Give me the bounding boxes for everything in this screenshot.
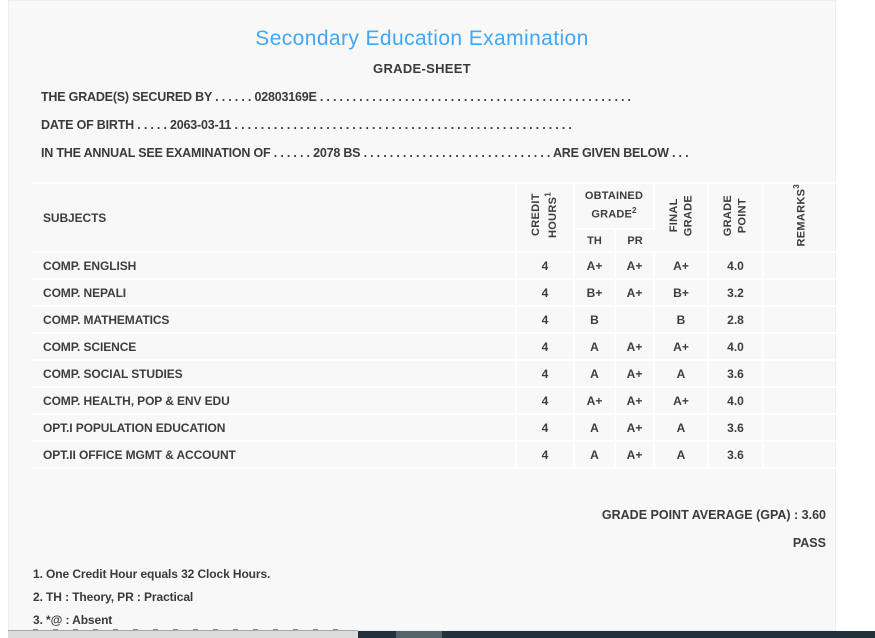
- grades-table: [31, 182, 837, 469]
- grade-sheet-panel: [8, 0, 836, 631]
- practical-grade-cell: A+: [615, 360, 654, 387]
- table-row: [31, 306, 837, 333]
- credit-hours-header-line2: HOURS: [547, 196, 560, 239]
- final-grade-header-line1: FINAL: [667, 198, 680, 233]
- remarks-footnote-ref: 3: [792, 184, 802, 189]
- taskbar[interactable]: [358, 631, 875, 638]
- date-of-birth-value: 2063-03-11: [170, 118, 232, 132]
- table-header-row: [31, 183, 837, 229]
- grade-point-header-line1: GRADE: [722, 194, 735, 236]
- dot-leader: . . . . . . . . . . . . . . . . . . . . . . . . . . . . .: [360, 146, 553, 160]
- subject-cell: COMP. ENGLISH: [31, 252, 516, 279]
- grade-point-cell: 3.6: [708, 441, 763, 468]
- subject-cell: COMP. SCIENCE: [31, 333, 516, 360]
- exam-year-value: 2078 BS: [313, 146, 361, 160]
- remarks-cell: [763, 387, 837, 414]
- credit-hours-header-line1: CREDIT: [530, 193, 543, 237]
- theory-grade-cell: A: [574, 414, 615, 441]
- footnotes: [33, 567, 270, 636]
- date-of-birth-label: DATE OF BIRTH: [41, 118, 134, 132]
- page-subtitle: GRADE-SHEET: [373, 61, 471, 76]
- grade-point-header-line2: POINT: [736, 197, 749, 233]
- practical-grade-cell: A+: [615, 441, 654, 468]
- result-status: PASS: [792, 536, 826, 550]
- footnote-2: 2. TH : Theory, PR : Practical: [33, 590, 194, 604]
- table-row: [31, 360, 837, 387]
- credit-hours-header: [516, 183, 574, 252]
- credit-cell: 4: [516, 306, 574, 333]
- horizontal-scrollbar[interactable]: [8, 630, 358, 638]
- final-grade-cell: A: [654, 441, 708, 468]
- theory-grade-cell: A: [574, 333, 615, 360]
- credit-cell: 4: [516, 441, 574, 468]
- exam-year-line: [41, 146, 765, 162]
- theory-grade-cell: B: [574, 306, 615, 333]
- grade-point-cell: 3.6: [708, 360, 763, 387]
- remarks-cell: [763, 360, 837, 387]
- remarks-cell: [763, 306, 837, 333]
- candidate-id-label: THE GRADE(S) SECURED BY: [41, 90, 212, 104]
- page-title: Secondary Education Examination: [255, 27, 589, 50]
- theory-grade-cell: A+: [574, 387, 615, 414]
- subject-cell: OPT.I POPULATION EDUCATION: [31, 414, 516, 441]
- remarks-cell: [763, 333, 837, 360]
- credit-cell: 4: [516, 279, 574, 306]
- footnote-3: 3. *@ : Absent: [33, 613, 113, 627]
- table-row: [31, 414, 837, 441]
- subject-cell: OPT.II OFFICE MGMT & ACCOUNT: [31, 441, 516, 468]
- practical-grade-cell: [615, 306, 654, 333]
- grade-point-header: [708, 183, 763, 252]
- table-row: [31, 387, 837, 414]
- final-grade-cell: A: [654, 414, 708, 441]
- subject-cell: COMP. NEPALI: [31, 279, 516, 306]
- credit-cell: 4: [516, 360, 574, 387]
- subjects-header: SUBJECTS: [31, 183, 516, 252]
- remarks-cell: [763, 279, 837, 306]
- remarks-cell: [763, 441, 837, 468]
- obtained-grade-header-line2: GRADE: [591, 208, 633, 221]
- practical-subheader: PR: [615, 229, 654, 252]
- dot-leader: . . . . . .: [211, 90, 255, 104]
- table-row: [31, 252, 837, 279]
- candidate-id-value: 02803169E: [254, 90, 317, 104]
- credit-cell: 4: [516, 333, 574, 360]
- dot-leader: . . . . . . . . . . . . . . . . . . . . . . . . . . . . . . . . . . . . . . . . . . . . . . . .: [316, 90, 631, 104]
- credit-cell: 4: [516, 252, 574, 279]
- practical-grade-cell: A+: [615, 333, 654, 360]
- exam-year-label: IN THE ANNUAL SEE EXAMINATION OF: [41, 146, 271, 160]
- remarks-header: [763, 183, 837, 252]
- practical-grade-cell: A+: [615, 279, 654, 306]
- date-of-birth-line: [41, 118, 765, 134]
- theory-grade-cell: A: [574, 441, 615, 468]
- grade-point-cell: 2.8: [708, 306, 763, 333]
- final-grade-cell: B: [654, 306, 708, 333]
- theory-grade-cell: B+: [574, 279, 615, 306]
- grade-point-cell: 3.2: [708, 279, 763, 306]
- gpa-text: GRADE POINT AVERAGE (GPA) : 3.60: [601, 508, 826, 522]
- theory-grade-cell: A+: [574, 252, 615, 279]
- grade-point-cell: 4.0: [708, 387, 763, 414]
- exam-year-suffix: ARE GIVEN BELOW . . .: [552, 146, 689, 160]
- credit-cell: 4: [516, 414, 574, 441]
- final-grade-cell: A+: [654, 252, 708, 279]
- table-row: [31, 333, 837, 360]
- table-row: [31, 441, 837, 468]
- subject-cell: COMP. MATHEMATICS: [31, 306, 516, 333]
- practical-grade-cell: A+: [615, 414, 654, 441]
- final-grade-cell: A: [654, 360, 708, 387]
- remarks-header-text: REMARKS: [795, 188, 808, 247]
- grade-point-cell: 4.0: [708, 252, 763, 279]
- final-grade-cell: B+: [654, 279, 708, 306]
- credit-hours-footnote-ref: 1: [543, 192, 553, 197]
- remarks-cell: [763, 414, 837, 441]
- dot-leader: . . . . . .: [270, 146, 314, 160]
- dot-leader: . . . . . . . . . . . . . . . . . . . . . . . . . . . . . . . . . . . . . . . . . . . . . . . . . . . .: [231, 118, 572, 132]
- taskbar-button[interactable]: [396, 631, 442, 638]
- obtained-grade-header-line1: OBTAINED: [584, 190, 644, 203]
- final-grade-cell: A+: [654, 333, 708, 360]
- table-row: [31, 279, 837, 306]
- final-grade-header-line2: GRADE: [682, 194, 695, 236]
- footnote-1: 1. One Credit Hour equals 32 Clock Hours.: [33, 567, 271, 581]
- credit-cell: 4: [516, 387, 574, 414]
- result-summary: [602, 508, 826, 550]
- remarks-cell: [763, 252, 837, 279]
- subject-cell: COMP. SOCIAL STUDIES: [31, 360, 516, 387]
- subject-cell: COMP. HEALTH, POP & ENV EDU: [31, 387, 516, 414]
- final-grade-cell: A+: [654, 387, 708, 414]
- final-grade-header: [654, 183, 708, 252]
- obtained-grade-footnote-ref: 2: [632, 206, 637, 216]
- grade-point-cell: 3.6: [708, 414, 763, 441]
- practical-grade-cell: A+: [615, 252, 654, 279]
- grade-point-cell: 4.0: [708, 333, 763, 360]
- practical-grade-cell: A+: [615, 387, 654, 414]
- dot-leader: . . . . .: [134, 118, 171, 132]
- theory-grade-cell: A: [574, 360, 615, 387]
- candidate-id-line: [41, 90, 765, 106]
- theory-subheader: TH: [574, 229, 615, 252]
- obtained-grade-header: [574, 183, 654, 229]
